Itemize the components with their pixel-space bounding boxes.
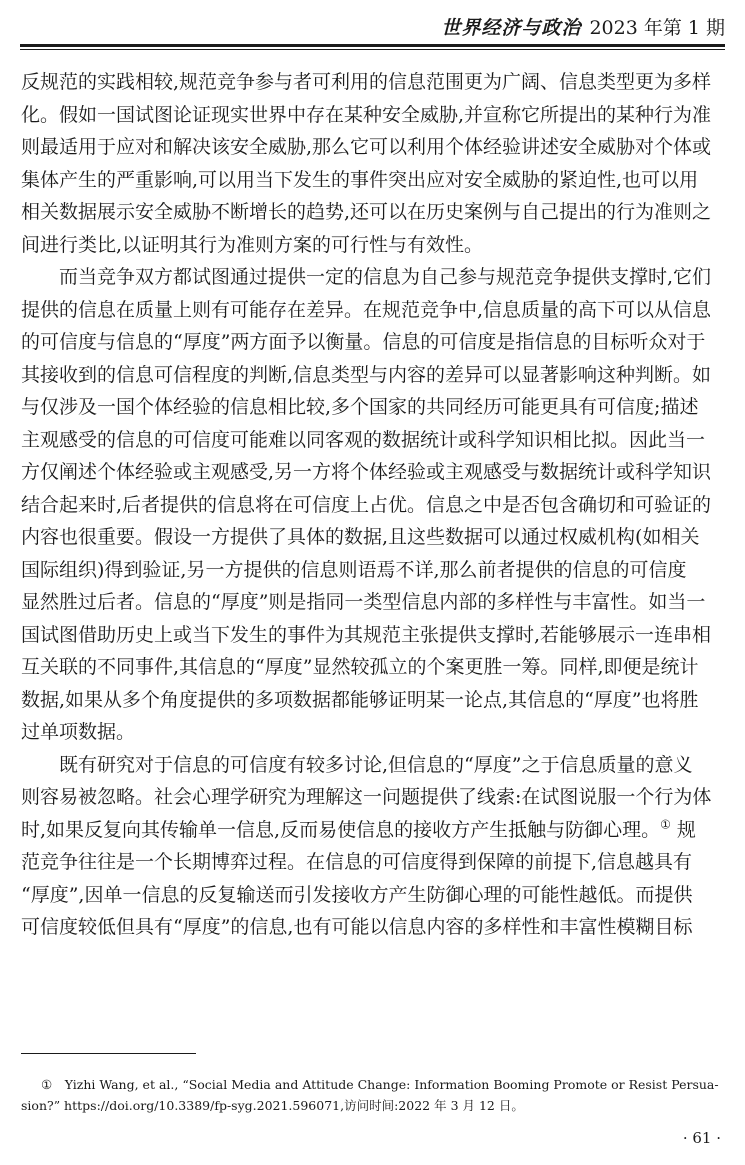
text-line: 的可信度与信息的“厚度”两方面予以衡量。信息的可信度是指信息的目标听众对于: [21, 331, 706, 353]
journal-masthead: [441, 13, 725, 40]
footnote: [21, 1074, 725, 1116]
text-line: 国际组织)得到验证,另一方提供的信息则语焉不详,那么前者提供的信息的可信度: [21, 558, 687, 581]
text-line: 内容也很重要。假设一方提供了具体的数据,且这些数据可以通过权威机构(如相关: [21, 526, 700, 548]
text-line: 则容易被忽略。社会心理学研究为理解这一问题提供了线索:在试图说服一个行为体: [21, 786, 712, 808]
text-line-content: 时,如果反复向其传输单一信息,反而易使信息的接收方产生抵触与防御心理。: [21, 818, 661, 841]
text-line-tail: 规: [670, 818, 696, 841]
text-line: 相关数据展示安全威胁不断增长的趋势,还可以在历史案例与自己提出的行为准则之: [21, 201, 712, 223]
text-line: 而当竞争双方都试图通过提供一定的信息为自己参与规范竞争提供支撑时,它们: [21, 266, 712, 288]
text-line: 集体产生的严重影响,可以用当下发生的事件突出应对安全威胁的紧迫性,也可以用: [21, 168, 699, 191]
text-line: 反规范的实践相较,规范竞争参与者可利用的信息范围更为广阔、信息类型更为多样: [21, 71, 712, 93]
text-line: 则最适用于应对和解决该安全威胁,那么它可以利用个体经验讲述安全威胁对个体或: [21, 136, 712, 158]
issue-label: 2023 年第 1 期: [589, 17, 725, 39]
text-line: 范竞争往往是一个长期博弈过程。在信息的可信度得到保障的前提下,信息越具有: [21, 851, 693, 873]
text-line-with-footnote: [21, 814, 725, 847]
footnote-line: ① Yizhi Wang, et al., “Social Media and Attitude Change: Information Booming Promote or Resist Persua-: [41, 1077, 719, 1092]
journal-name: 世界经济与政治: [441, 17, 582, 39]
text-line: 国试图借助历史上或当下发生的事件为其规范主张提供支撑时,若能够展示一连串相: [21, 623, 712, 646]
text-line: 可信度较低但具有“厚度”的信息,也有可能以信息内容的多样性和丰富性模糊目标: [21, 916, 693, 938]
text-line: 结合起来时,后者提供的信息将在可信度上占优。信息之中是否包含确切和可验证的: [21, 493, 712, 516]
footnote-line: sion?” https://doi.org/10.3389/fp-syg.2021.596071,访问时间:2022 年 3 月 12 日。: [21, 1098, 524, 1113]
text-line: 数据,如果从多个角度提供的多项数据都能够证明某一论点,其信息的“厚度”也将胜: [21, 688, 699, 711]
text-line: 显然胜过后者。信息的“厚度”则是指同一类型信息内部的多样性与丰富性。如当一: [21, 591, 706, 613]
text-line: 化。假如一国试图论证现实世界中存在某种安全威胁,并宣称它所提出的某种行为准: [21, 103, 712, 126]
text-line: 间进行类比,以证明其行为准则方案的可行性与有效性。: [21, 233, 484, 256]
article-body: [21, 66, 725, 944]
text-line: 与仅涉及一国个体经验的信息相比较,多个国家的共同经历可能更具有可信度;描述: [21, 396, 699, 418]
text-line: 主观感受的信息的可信度可能难以同客观的数据统计或科学知识相比拟。因此当一: [21, 428, 706, 451]
page-header: [0, 0, 745, 56]
header-rule-thick: [20, 44, 725, 47]
header-rule-thin: [20, 49, 725, 50]
text-line: 其接收到的信息可信程度的判断,信息类型与内容的差异可以显著影响这种判断。如: [21, 363, 712, 386]
page-number: · 61 ·: [682, 1129, 721, 1147]
text-line: 提供的信息在质量上则有可能存在差异。在规范竞争中,信息质量的高下可以从信息: [21, 298, 712, 321]
text-line: “厚度”,因单一信息的反复输送而引发接收方产生防御心理的可能性越低。而提供: [21, 883, 693, 906]
text-line: 方仅阐述个体经验或主观感受,另一方将个体经验或主观感受与数据统计或科学知识: [21, 461, 712, 483]
footnote-divider: [21, 1053, 196, 1054]
text-line: 过单项数据。: [21, 721, 136, 743]
text-line: 既有研究对于信息的可信度有较多讨论,但信息的“厚度”之于信息质量的意义: [21, 753, 693, 776]
text-line: 互关联的不同事件,其信息的“厚度”显然较孤立的个案更胜一筹。同样,即便是统计: [21, 656, 699, 678]
footnote-reference[interactable]: ①: [660, 817, 671, 832]
